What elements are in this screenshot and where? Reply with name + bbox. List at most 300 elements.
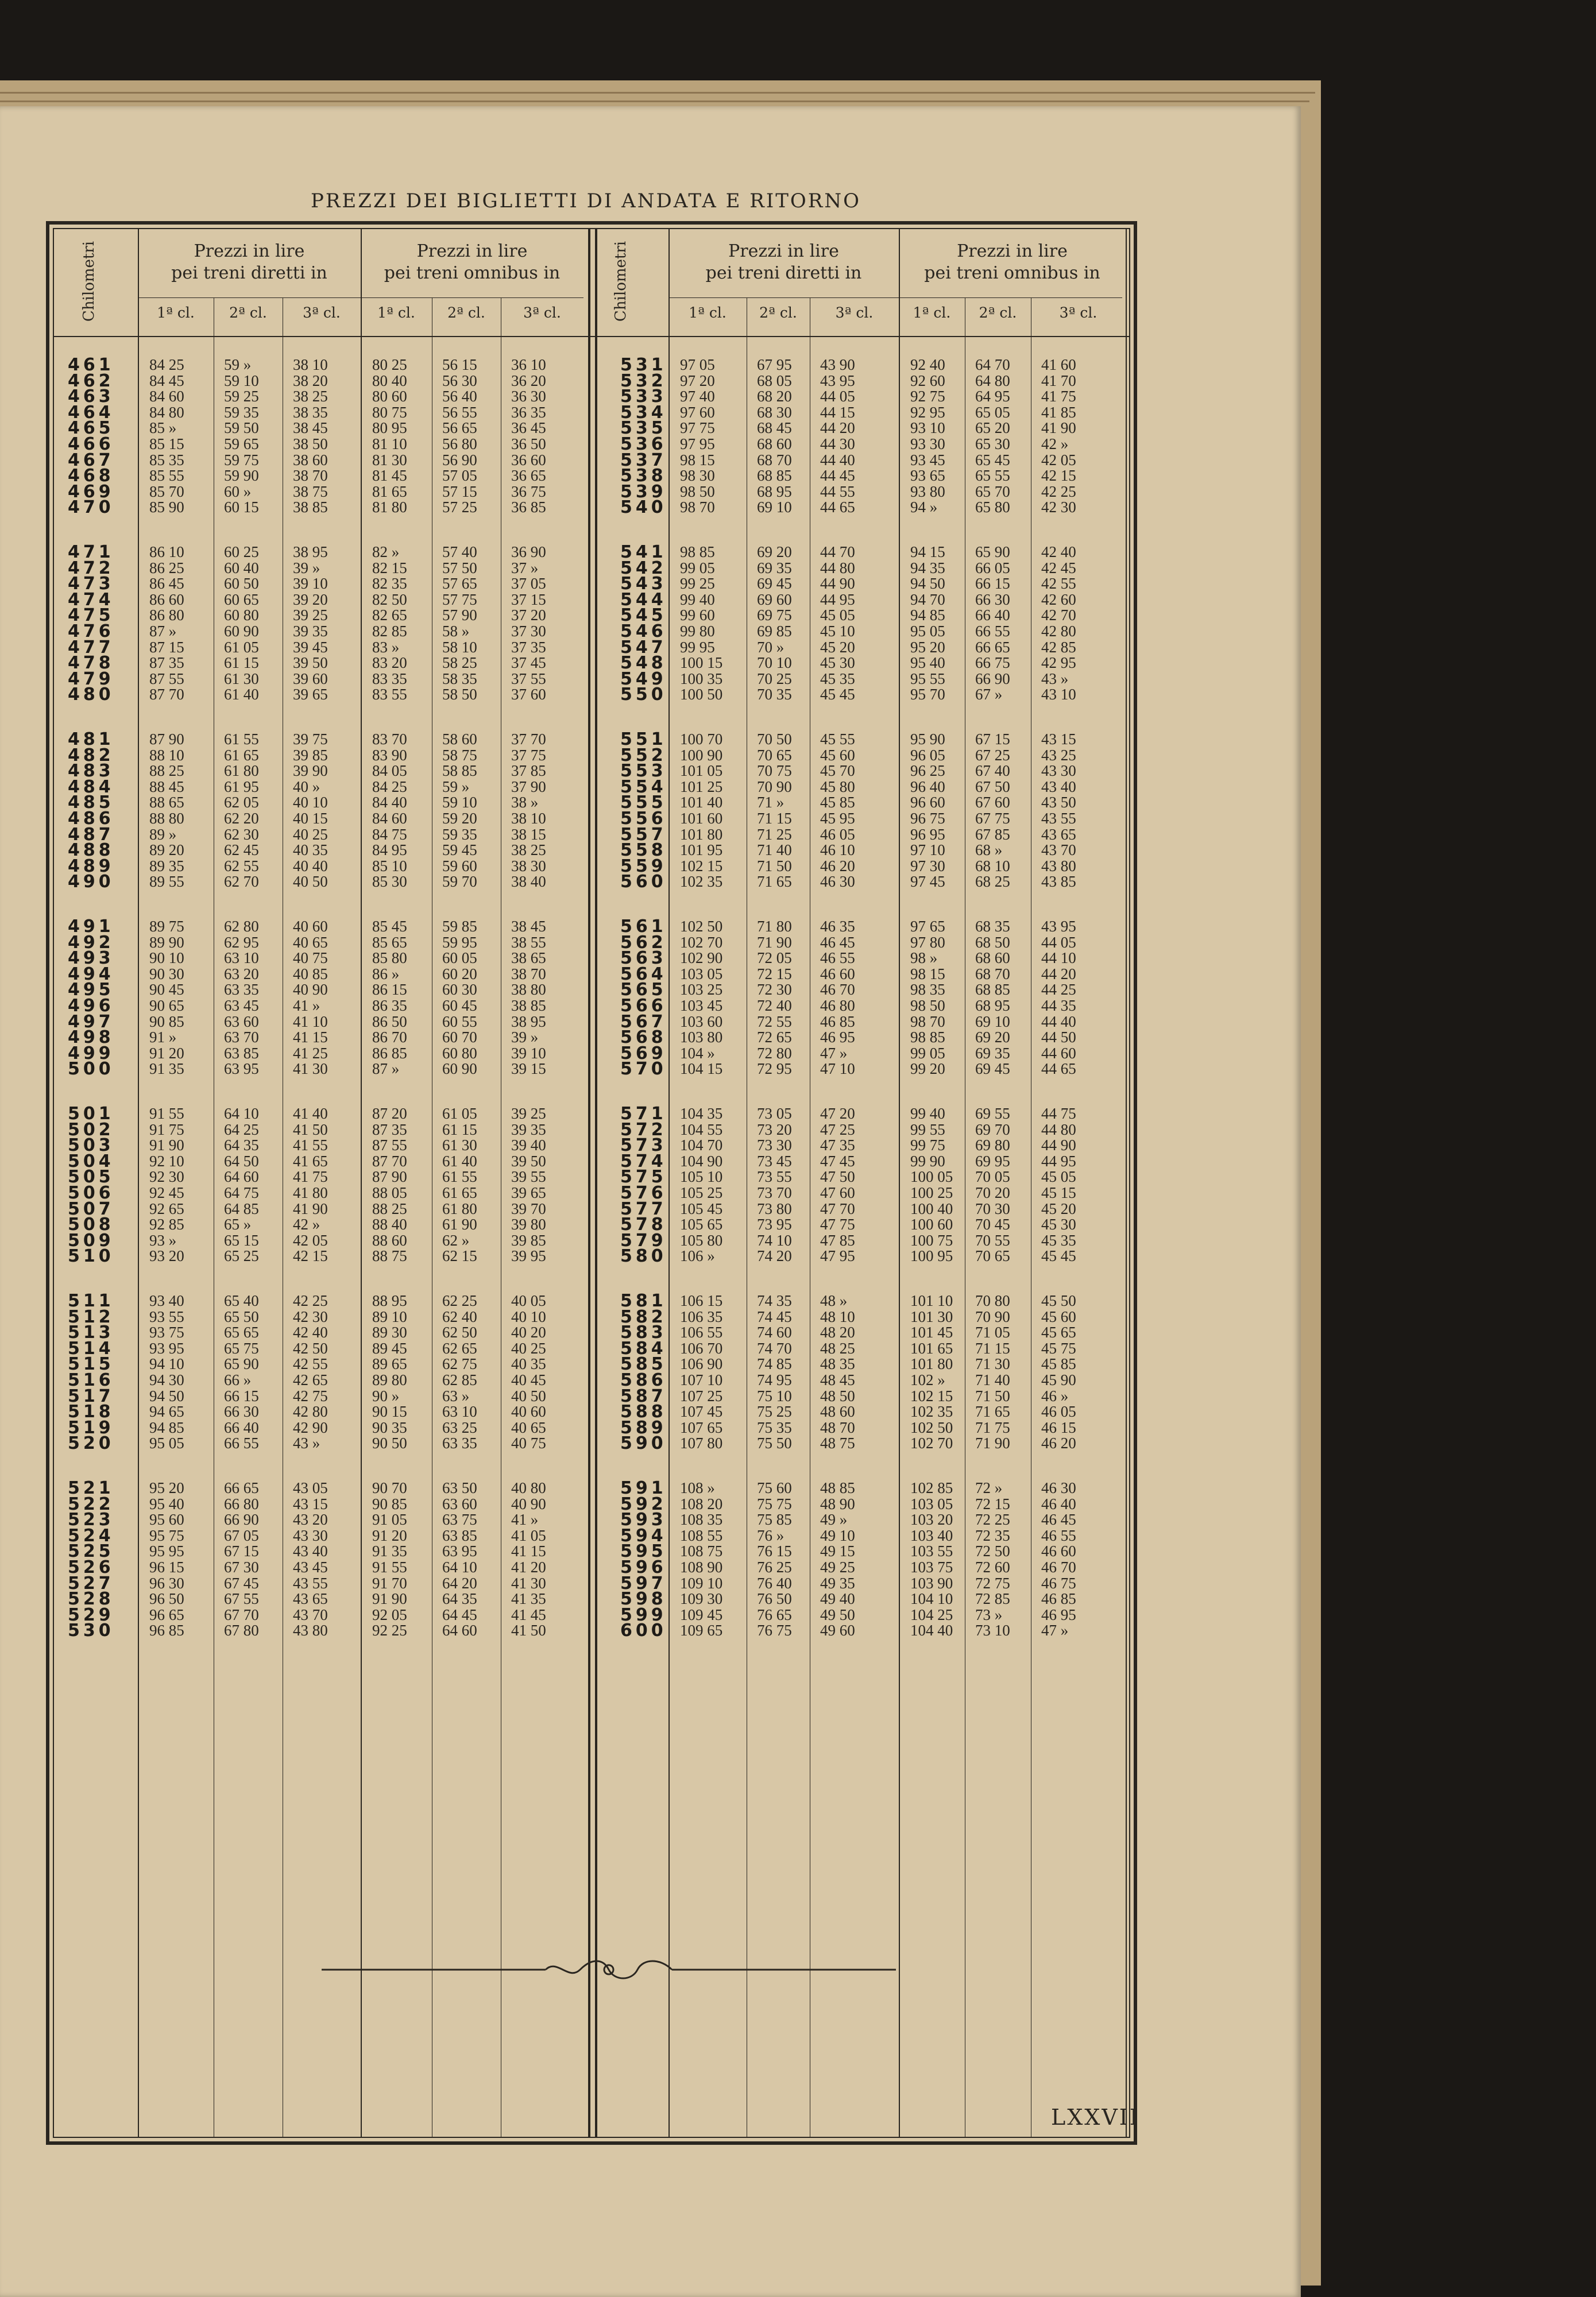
price-cell: 46 45	[820, 933, 855, 951]
price-cell: 61 55	[224, 730, 259, 748]
price-cell: 86 85	[372, 1044, 407, 1062]
price-cell: 89 55	[149, 873, 184, 891]
price-cell: 71 90	[975, 1434, 1010, 1452]
price-cell: 47 75	[820, 1216, 855, 1233]
price-cell: 62 »	[442, 1231, 470, 1249]
price-cell: 64 75	[224, 1184, 259, 1201]
price-cell: 37 90	[511, 778, 546, 795]
price-cell: 42 95	[1041, 654, 1076, 672]
price-cell: 43 70	[1041, 841, 1076, 859]
price-cell: 104 15	[680, 1060, 723, 1078]
price-cell: 66 65	[224, 1479, 259, 1496]
price-cell: 44 70	[820, 543, 855, 560]
price-cell: 72 55	[757, 1012, 792, 1030]
price-cell: 62 25	[442, 1292, 477, 1309]
class-header-1: 1ª cl.	[377, 304, 415, 321]
price-cell: 72 80	[757, 1044, 792, 1062]
price-cell: 91 55	[149, 1105, 184, 1122]
price-cell: 63 70	[224, 1028, 259, 1046]
km-value: 545	[620, 605, 667, 626]
omnibus-header-line1: Prezzi in lire	[416, 241, 528, 261]
price-cell: 103 25	[680, 981, 723, 999]
price-cell: 36 90	[511, 543, 546, 560]
price-cell: 67 50	[975, 778, 1010, 795]
price-cell: 71 80	[757, 918, 792, 935]
price-cell: 65 30	[975, 435, 1010, 453]
price-cell: 91 35	[372, 1542, 407, 1560]
price-cell: 40 10	[293, 794, 328, 811]
price-cell: 41 10	[293, 1012, 328, 1030]
price-cell: 58 25	[442, 654, 477, 672]
price-cell: 86 15	[372, 981, 407, 999]
price-cell: 44 60	[1041, 1044, 1076, 1062]
price-cell: 56 90	[442, 451, 477, 469]
price-cell: 43 70	[293, 1606, 328, 1623]
price-cell: 106 15	[680, 1292, 723, 1309]
km-value: 560	[620, 872, 667, 892]
price-cell: 39 85	[293, 746, 328, 764]
price-cell: 104 40	[910, 1622, 953, 1639]
price-cell: 67 85	[975, 825, 1010, 843]
price-cell: 37 15	[511, 590, 546, 608]
price-cell: 42 30	[293, 1308, 328, 1325]
km-value: 571	[620, 1104, 667, 1124]
km-value: 515	[68, 1354, 114, 1375]
price-cell: 99 60	[680, 606, 715, 624]
price-cell: 90 45	[149, 981, 184, 999]
price-cell: 92 05	[372, 1606, 407, 1623]
price-cell: 87 35	[149, 654, 184, 672]
price-cell: 43 05	[293, 1479, 328, 1496]
price-cell: 68 »	[975, 841, 1003, 859]
km-value: 503	[68, 1135, 114, 1156]
price-cell: 45 35	[820, 670, 855, 687]
km-value: 468	[68, 466, 114, 486]
price-cell: 41 20	[511, 1559, 546, 1576]
price-cell: 43 »	[293, 1434, 320, 1452]
price-cell: 82 35	[372, 575, 407, 593]
price-cell: 81 80	[372, 498, 407, 516]
price-cell: 60 90	[224, 622, 259, 640]
km-value: 484	[68, 776, 114, 797]
price-cell: 70 90	[975, 1308, 1010, 1325]
price-cell: 71 50	[975, 1387, 1010, 1405]
price-cell: 84 45	[149, 372, 184, 389]
price-cell: 38 50	[293, 435, 328, 453]
price-cell: 44 15	[820, 403, 855, 421]
price-cell: 70 »	[757, 638, 785, 656]
price-cell: 63 20	[224, 965, 259, 983]
km-value: 481	[68, 729, 114, 749]
km-value: 569	[620, 1043, 667, 1064]
price-cell: 58 »	[442, 622, 470, 640]
price-cell: 90 15	[372, 1403, 407, 1421]
km-value: 532	[620, 370, 667, 391]
km-value: 577	[620, 1198, 667, 1219]
price-cell: 98 50	[910, 997, 945, 1014]
price-cell: 80 40	[372, 372, 407, 389]
price-cell: 69 45	[975, 1060, 1010, 1078]
price-cell: 67 60	[975, 794, 1010, 811]
price-cell: 85 »	[149, 419, 177, 437]
price-cell: 104 10	[910, 1590, 953, 1608]
price-cell: 90 85	[372, 1495, 407, 1513]
price-cell: 72 15	[975, 1495, 1010, 1513]
price-cell: 41 35	[511, 1590, 546, 1608]
price-cell: 66 40	[975, 606, 1010, 624]
price-cell: 90 10	[149, 949, 184, 967]
price-cell: 46 45	[1041, 1511, 1076, 1529]
price-cell: 95 55	[910, 670, 945, 687]
price-cell: 40 05	[511, 1292, 546, 1309]
price-cell: 70 65	[757, 746, 792, 764]
price-cell: 99 95	[680, 638, 715, 656]
page-title: PREZZI DEI BIGLIETTI DI ANDATA E RITORNO	[310, 190, 861, 212]
km-value: 568	[620, 1027, 667, 1048]
price-cell: 80 95	[372, 419, 407, 437]
price-cell: 46 85	[1041, 1590, 1076, 1608]
price-cell: 60 90	[442, 1060, 477, 1078]
price-cell: 40 60	[293, 918, 328, 935]
price-cell: 96 65	[149, 1606, 184, 1623]
price-cell: 68 95	[975, 997, 1010, 1014]
km-value: 591	[620, 1478, 667, 1498]
price-cell: 62 85	[442, 1371, 477, 1389]
price-cell: 66 55	[224, 1434, 259, 1452]
price-cell: 103 45	[680, 997, 723, 1014]
price-cell: 101 65	[910, 1339, 953, 1357]
omnibus-header-line2: pei treni omnibus in	[924, 263, 1100, 283]
price-cell: 59 70	[442, 873, 477, 891]
price-cell: 43 50	[1041, 794, 1076, 811]
price-cell: 66 90	[224, 1511, 259, 1529]
price-cell: 70 75	[757, 762, 792, 780]
price-cell: 57 90	[442, 606, 477, 624]
price-cell: 42 55	[1041, 575, 1076, 593]
price-cell: 106 55	[680, 1324, 723, 1341]
price-cell: 102 15	[680, 857, 723, 875]
price-cell: 104 90	[680, 1152, 723, 1170]
price-cell: 47 85	[820, 1231, 855, 1249]
price-cell: 38 30	[511, 857, 546, 875]
price-cell: 104 »	[680, 1044, 715, 1062]
price-cell: 46 70	[1041, 1559, 1076, 1576]
price-cell: 97 65	[910, 918, 945, 935]
price-cell: 68 45	[757, 419, 792, 437]
price-cell: 41 60	[1041, 356, 1076, 373]
price-cell: 48 25	[820, 1339, 855, 1357]
km-value: 527	[68, 1573, 114, 1594]
price-cell: 36 60	[511, 451, 546, 469]
price-cell: 72 30	[757, 981, 792, 999]
price-cell: 76 65	[757, 1606, 792, 1623]
price-cell: 84 40	[372, 794, 407, 811]
direct-header-line2: pei treni diretti in	[171, 263, 327, 283]
price-cell: 89 30	[372, 1324, 407, 1341]
price-cell: 106 35	[680, 1308, 723, 1325]
price-cell: 44 20	[820, 419, 855, 437]
price-cell: 101 80	[680, 825, 723, 843]
price-cell: 69 85	[757, 622, 792, 640]
price-cell: 76 75	[757, 1622, 792, 1639]
price-cell: 39 55	[511, 1168, 546, 1186]
price-cell: 89 »	[149, 825, 177, 843]
price-cell: 36 35	[511, 403, 546, 421]
class-header-2: 2ª cl.	[447, 304, 485, 321]
stack-edge-line	[0, 100, 1309, 102]
price-cell: 108 75	[680, 1542, 723, 1560]
price-cell: 93 45	[910, 451, 945, 469]
price-cell: 91 55	[372, 1559, 407, 1576]
price-cell: 63 85	[442, 1526, 477, 1544]
price-cell: 44 50	[1041, 1028, 1076, 1046]
price-cell: 86 10	[149, 543, 184, 560]
column-rule	[668, 228, 670, 2138]
price-cell: 37 30	[511, 622, 546, 640]
price-cell: 96 30	[149, 1574, 184, 1592]
price-cell: 94 70	[910, 590, 945, 608]
price-cell: 87 55	[149, 670, 184, 687]
price-cell: 99 80	[680, 622, 715, 640]
price-cell: 44 80	[1041, 1120, 1076, 1138]
price-cell: 95 60	[149, 1511, 184, 1529]
price-cell: 66 65	[975, 638, 1010, 656]
price-cell: 69 20	[975, 1028, 1010, 1046]
price-cell: 91 75	[149, 1120, 184, 1138]
price-cell: 91 90	[149, 1136, 184, 1154]
price-cell: 70 10	[757, 654, 792, 672]
price-cell: 38 85	[293, 498, 328, 516]
price-cell: 41 65	[293, 1152, 328, 1170]
price-cell: 63 85	[224, 1044, 259, 1062]
price-cell: 90 85	[149, 1012, 184, 1030]
price-cell: 102 35	[910, 1403, 953, 1421]
price-cell: 49 60	[820, 1622, 855, 1639]
price-cell: 64 60	[442, 1622, 477, 1639]
price-cell: 65 20	[975, 419, 1010, 437]
price-cell: 85 65	[372, 933, 407, 951]
price-cell: 36 20	[511, 372, 546, 389]
price-cell: 101 05	[680, 762, 723, 780]
price-cell: 73 10	[975, 1622, 1010, 1639]
price-cell: 42 15	[1041, 467, 1076, 485]
price-cell: 38 95	[293, 543, 328, 560]
price-cell: 41 50	[293, 1120, 328, 1138]
price-cell: 65 90	[224, 1355, 259, 1373]
price-cell: 107 80	[680, 1434, 723, 1452]
price-cell: 47 35	[820, 1136, 855, 1154]
price-cell: 94 15	[910, 543, 945, 560]
price-cell: 39 20	[293, 590, 328, 608]
price-cell: 92 60	[910, 372, 945, 389]
price-cell: 45 75	[1041, 1339, 1076, 1357]
price-cell: 67 15	[224, 1542, 259, 1560]
price-cell: 91 20	[149, 1044, 184, 1062]
price-cell: 44 75	[1041, 1105, 1076, 1122]
price-cell: 83 55	[372, 686, 407, 703]
price-cell: 41 »	[293, 997, 320, 1014]
price-cell: 69 35	[757, 559, 792, 577]
stack-edge-line	[0, 92, 1315, 94]
price-cell: 39 »	[511, 1028, 539, 1046]
km-value: 494	[68, 964, 114, 984]
price-cell: 72 »	[975, 1479, 1003, 1496]
price-cell: 89 75	[149, 918, 184, 935]
price-cell: 64 10	[442, 1559, 477, 1576]
price-cell: 46 35	[820, 918, 855, 935]
price-cell: 45 90	[1041, 1371, 1076, 1389]
price-cell: 60 50	[224, 575, 259, 593]
price-cell: 107 65	[680, 1418, 723, 1436]
price-cell: 61 90	[442, 1216, 477, 1233]
price-cell: 46 30	[820, 873, 855, 891]
km-value: 543	[620, 574, 667, 594]
price-cell: 59 85	[442, 918, 477, 935]
price-cell: 89 35	[149, 857, 184, 875]
price-cell: 40 35	[511, 1355, 546, 1373]
header-split-rule	[668, 297, 1122, 298]
price-cell: 37 75	[511, 746, 546, 764]
header-bottom-rule	[54, 336, 1129, 337]
price-cell: 90 50	[372, 1434, 407, 1452]
price-cell: 59 95	[442, 933, 477, 951]
price-cell: 40 90	[293, 981, 328, 999]
price-cell: 71 40	[757, 841, 792, 859]
km-value: 548	[620, 653, 667, 674]
price-cell: 96 60	[910, 794, 945, 811]
price-cell: 95 20	[910, 638, 945, 656]
direct-header-line1: Prezzi in lire	[194, 241, 305, 261]
price-cell: 45 05	[820, 606, 855, 624]
price-cell: 67 40	[975, 762, 1010, 780]
price-cell: 96 05	[910, 746, 945, 764]
price-cell: 40 20	[511, 1324, 546, 1341]
price-cell: 72 95	[757, 1060, 792, 1078]
price-cell: 43 55	[293, 1574, 328, 1592]
price-cell: 59 45	[442, 841, 477, 859]
price-cell: 38 85	[511, 997, 546, 1014]
price-cell: 105 25	[680, 1184, 723, 1201]
price-cell: 43 30	[293, 1526, 328, 1544]
price-cell: 98 30	[680, 467, 715, 485]
price-cell: 65 90	[975, 543, 1010, 560]
price-cell: 99 55	[910, 1120, 945, 1138]
price-cell: 106 70	[680, 1339, 723, 1357]
price-cell: 100 60	[910, 1216, 953, 1233]
price-cell: 91 »	[149, 1028, 177, 1046]
price-cell: 41 40	[293, 1105, 328, 1122]
km-value: 586	[620, 1370, 667, 1390]
price-cell: 67 »	[975, 686, 1003, 703]
price-cell: 38 70	[511, 965, 546, 983]
price-cell: 39 60	[293, 670, 328, 687]
price-cell: 47 »	[1041, 1622, 1069, 1639]
price-cell: 81 45	[372, 467, 407, 485]
price-cell: 46 40	[1041, 1495, 1076, 1513]
price-cell: 60 15	[224, 498, 259, 516]
price-cell: 106 90	[680, 1355, 723, 1373]
price-cell: 41 30	[293, 1060, 328, 1078]
price-cell: 48 »	[820, 1292, 848, 1309]
price-cell: 39 15	[511, 1060, 546, 1078]
km-value: 554	[620, 776, 667, 797]
price-cell: 64 85	[224, 1200, 259, 1217]
price-cell: 40 85	[293, 965, 328, 983]
price-cell: 42 25	[1041, 482, 1076, 500]
km-value: 580	[620, 1246, 667, 1267]
price-cell: 59 35	[224, 403, 259, 421]
price-cell: 43 40	[1041, 778, 1076, 795]
price-cell: 74 10	[757, 1231, 792, 1249]
price-cell: 43 65	[1041, 825, 1076, 843]
price-cell: 38 25	[293, 388, 328, 405]
price-cell: 97 20	[680, 372, 715, 389]
price-cell: 46 15	[1041, 1418, 1076, 1436]
price-cell: 45 65	[1041, 1324, 1076, 1341]
price-cell: 76 50	[757, 1590, 792, 1608]
price-cell: 41 70	[1041, 372, 1076, 389]
price-cell: 93 95	[149, 1339, 184, 1357]
km-value: 507	[68, 1198, 114, 1219]
km-value: 480	[68, 685, 114, 705]
price-cell: 88 25	[149, 762, 184, 780]
km-value: 578	[620, 1215, 667, 1235]
price-cell: 95 90	[910, 730, 945, 748]
price-cell: 47 50	[820, 1168, 855, 1186]
price-cell: 67 70	[224, 1606, 259, 1623]
price-cell: 39 80	[511, 1216, 546, 1233]
price-cell: 42 »	[293, 1216, 320, 1233]
km-value: 476	[68, 621, 114, 641]
km-value: 539	[620, 481, 667, 502]
price-cell: 68 70	[757, 451, 792, 469]
price-cell: 98 35	[910, 981, 945, 999]
price-cell: 89 90	[149, 933, 184, 951]
price-cell: 105 10	[680, 1168, 723, 1186]
price-cell: 59 10	[224, 372, 259, 389]
km-value: 597	[620, 1573, 667, 1594]
price-cell: 94 10	[149, 1355, 184, 1373]
km-value: 473	[68, 574, 114, 594]
price-cell: 45 95	[820, 810, 855, 827]
price-cell: 42 80	[293, 1403, 328, 1421]
price-cell: 57 25	[442, 498, 477, 516]
price-cell: 73 »	[975, 1606, 1003, 1623]
price-cell: 40 10	[511, 1308, 546, 1325]
price-cell: 73 95	[757, 1216, 792, 1233]
price-cell: 67 05	[224, 1526, 259, 1544]
km-value: 493	[68, 948, 114, 969]
price-cell: 46 05	[820, 825, 855, 843]
class-header-1: 1ª cl.	[689, 304, 726, 321]
price-cell: 49 15	[820, 1542, 855, 1560]
km-value: 487	[68, 824, 114, 845]
price-cell: 102 35	[680, 873, 723, 891]
price-cell: 42 40	[1041, 543, 1076, 560]
price-cell: 71 40	[975, 1371, 1010, 1389]
price-cell: 56 30	[442, 372, 477, 389]
price-cell: 59 90	[224, 467, 259, 485]
price-cell: 58 85	[442, 762, 477, 780]
km-value: 467	[68, 450, 114, 470]
km-value: 579	[620, 1230, 667, 1251]
price-cell: 75 60	[757, 1479, 792, 1496]
price-cell: 75 35	[757, 1418, 792, 1436]
price-cell: 38 »	[511, 794, 539, 811]
price-cell: 71 05	[975, 1324, 1010, 1341]
price-cell: 87 35	[372, 1120, 407, 1138]
price-cell: 100 25	[910, 1184, 953, 1201]
